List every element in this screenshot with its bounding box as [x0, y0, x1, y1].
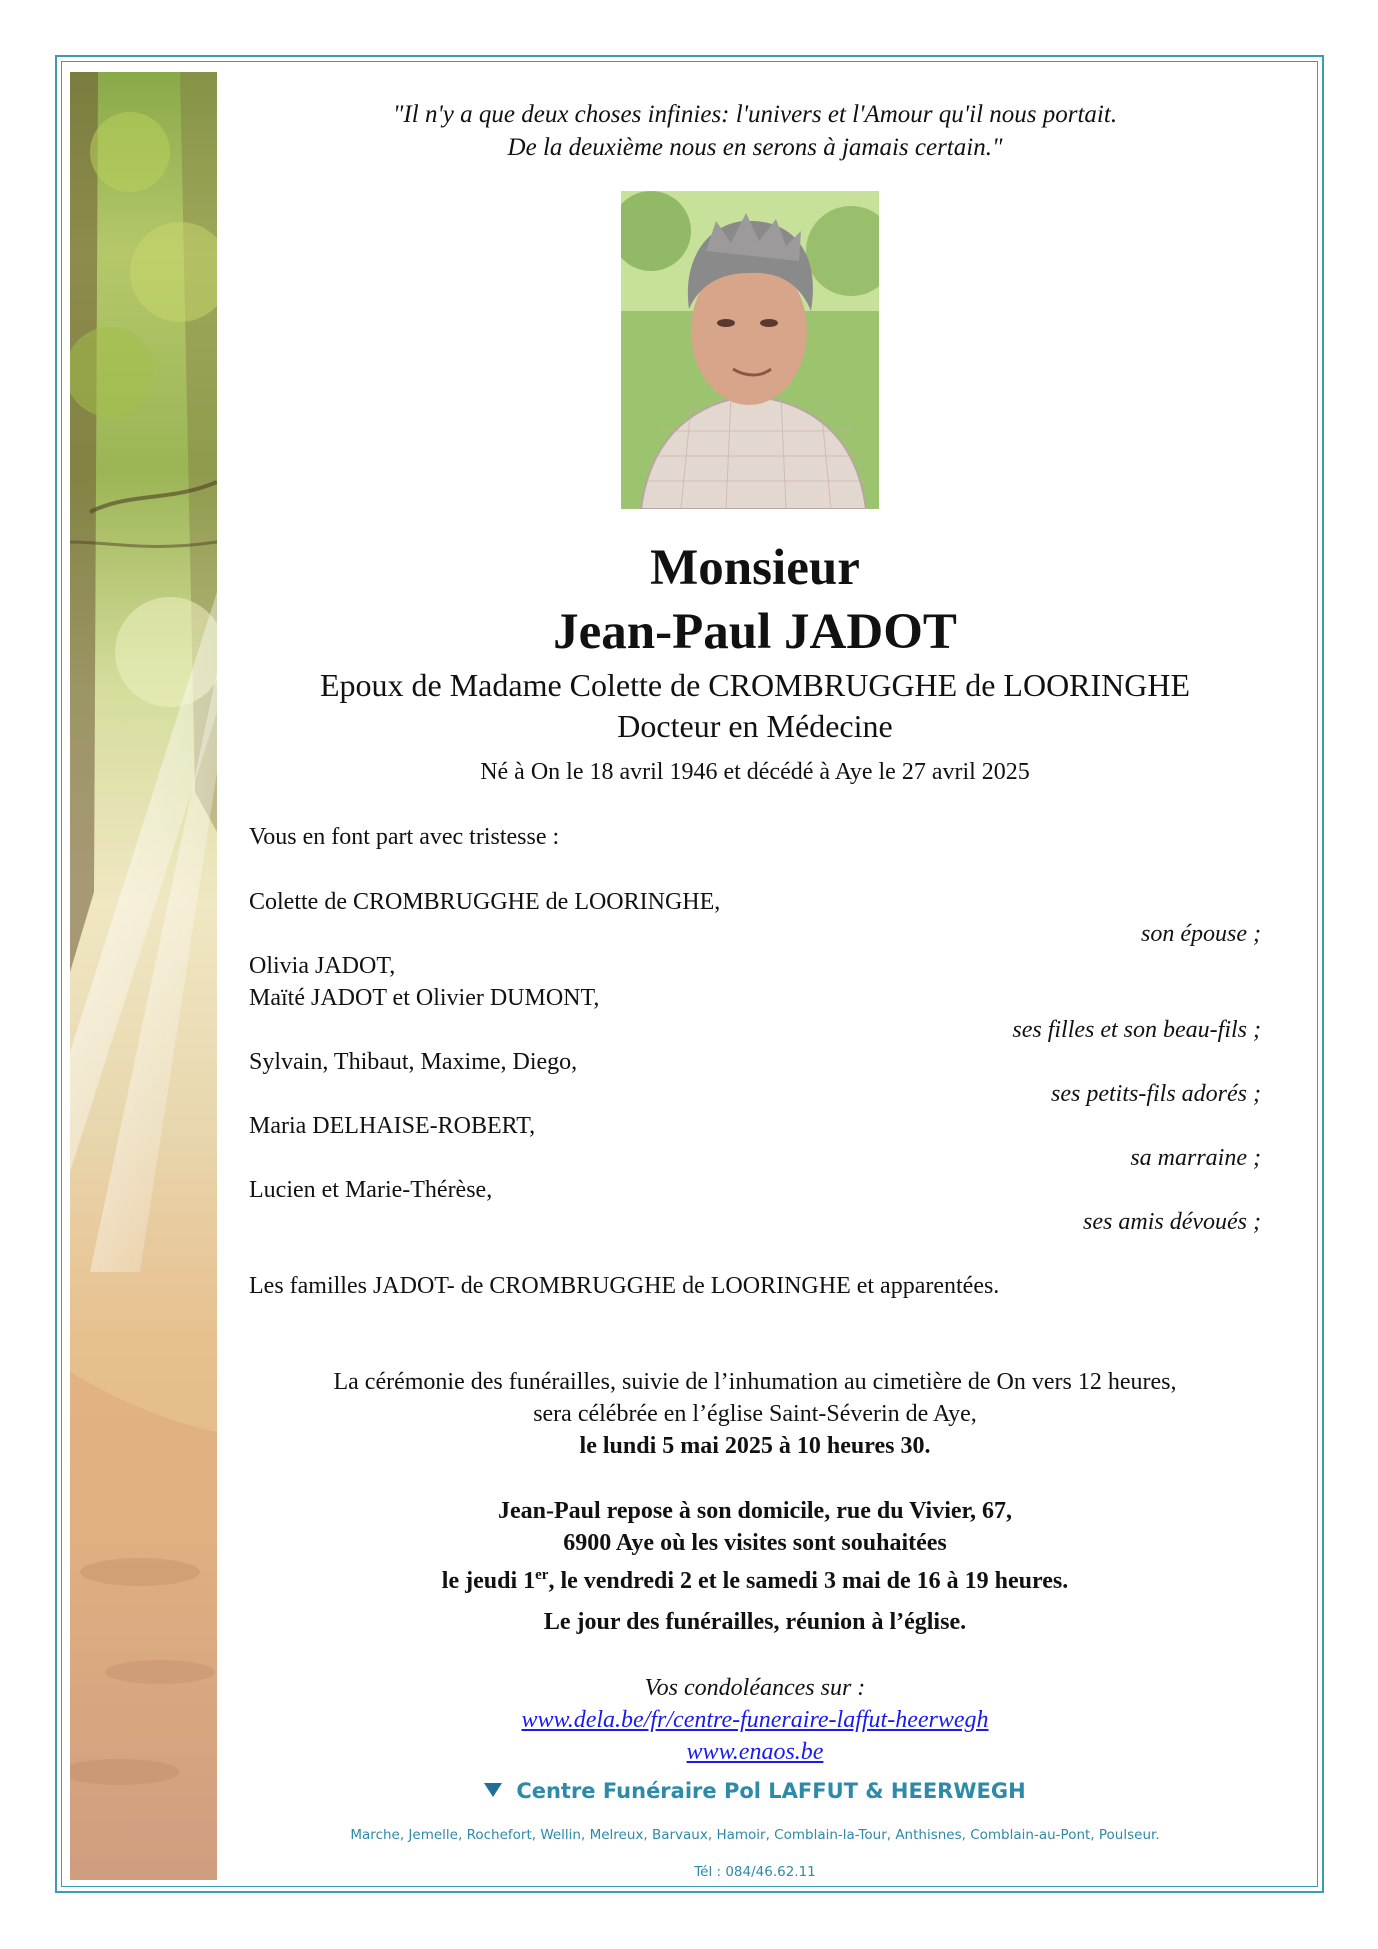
family-relation: sa marraine ; — [1130, 1145, 1261, 1171]
portrait-photo — [621, 191, 879, 509]
family-relation: ses petits-fils adorés ; — [1051, 1081, 1261, 1107]
family-relation: ses amis dévoués ; — [1083, 1209, 1261, 1235]
birth-death-line: Né à On le 18 avril 1946 et décédé à Aye le 27 avril 2025 — [480, 759, 1030, 785]
quote — [260, 98, 1250, 164]
family-name: Olivia JADOT, — [249, 953, 396, 979]
title-civility: Monsieur — [650, 540, 860, 596]
portrait-illustration — [621, 191, 879, 509]
funeral-home-name — [260, 1779, 1250, 1803]
spouse-line: Epoux de Madame Colette de CROMBRUGGHE de LOORINGHE — [319, 667, 1191, 703]
quote-line-2: De la deuxième nous en serons à jamais certain." — [507, 134, 1003, 161]
ceremony-line-2: sera célébrée en l’église Saint-Séverin de Aye, — [533, 1401, 977, 1427]
family-relation: ses filles et son beau-fils ; — [1012, 1017, 1261, 1043]
meeting-line: Le jour des funérailles, réunion à l’église. — [543, 1609, 967, 1635]
condolences-link-dela[interactable]: www.dela.be/fr/centre-funeraire-laffut-heerwegh — [521, 1707, 989, 1733]
forest-path-decorative-strip — [70, 72, 217, 1880]
announcement-intro: Vous en font part avec tristesse : — [249, 824, 560, 850]
condolences-label: Vos condoléances sur : — [644, 1675, 866, 1701]
profession-line: Docteur en Médecine — [617, 708, 893, 744]
family-name: Maria DELHAISE-ROBERT, — [249, 1113, 536, 1139]
ceremony-line-1: La cérémonie des funérailles, suivie de l’inhumation au cimetière de On vers 12 heures, — [333, 1369, 1177, 1395]
condolences-link-enaos[interactable]: www.enaos.be — [686, 1739, 824, 1765]
family-name: Sylvain, Thibaut, Maxime, Diego, — [249, 1049, 578, 1075]
family-name: Maïté JADOT et Olivier DUMONT, — [249, 985, 600, 1011]
family-name: Lucien et Marie-Thérèse, — [249, 1177, 493, 1203]
funeral-home-label: Centre Funéraire Pol LAFFUT & HEERWEGH — [516, 1779, 1026, 1803]
families-line: Les familles JADOT- de CROMBRUGGHE de LOORINGHE et apparentées. — [249, 1273, 1000, 1299]
visits-line-3 — [230, 1559, 1280, 1597]
title-full-name: Jean-Paul JADOT — [553, 604, 957, 660]
triangle-down-icon — [484, 1783, 502, 1797]
funeral-home-phone: Tél : 084/46.62.11 — [694, 1864, 816, 1880]
visits-day-end: , le vendredi 2 et le samedi 3 mai de 16 à 19 heures. — [548, 1568, 1069, 1594]
visits-day-ordinal: er — [535, 1567, 549, 1583]
funeral-home-towns: Marche, Jemelle, Rochefort, Wellin, Melreux, Barvaux, Hamoir, Comblain-la-Tour, Anthisnes, Comblain-au-Pont, Poulseur. — [350, 1827, 1160, 1843]
family-relation: son épouse ; — [1141, 921, 1261, 947]
visits-day-start: le jeudi 1 — [441, 1568, 536, 1594]
visits-line-2: 6900 Aye où les visites sont souhaitées — [563, 1530, 947, 1556]
family-name: Colette de CROMBRUGGHE de LOORINGHE, — [249, 889, 721, 915]
quote-line-1: "Il n'y a que deux choses infinies: l'univers et l'Amour qu'il nous portait. — [392, 101, 1118, 128]
ceremony-date: le lundi 5 mai 2025 à 10 heures 30. — [579, 1433, 931, 1459]
forest-illustration — [70, 72, 217, 1880]
visits-line-1: Jean-Paul repose à son domicile, rue du Vivier, 67, — [497, 1498, 1012, 1524]
